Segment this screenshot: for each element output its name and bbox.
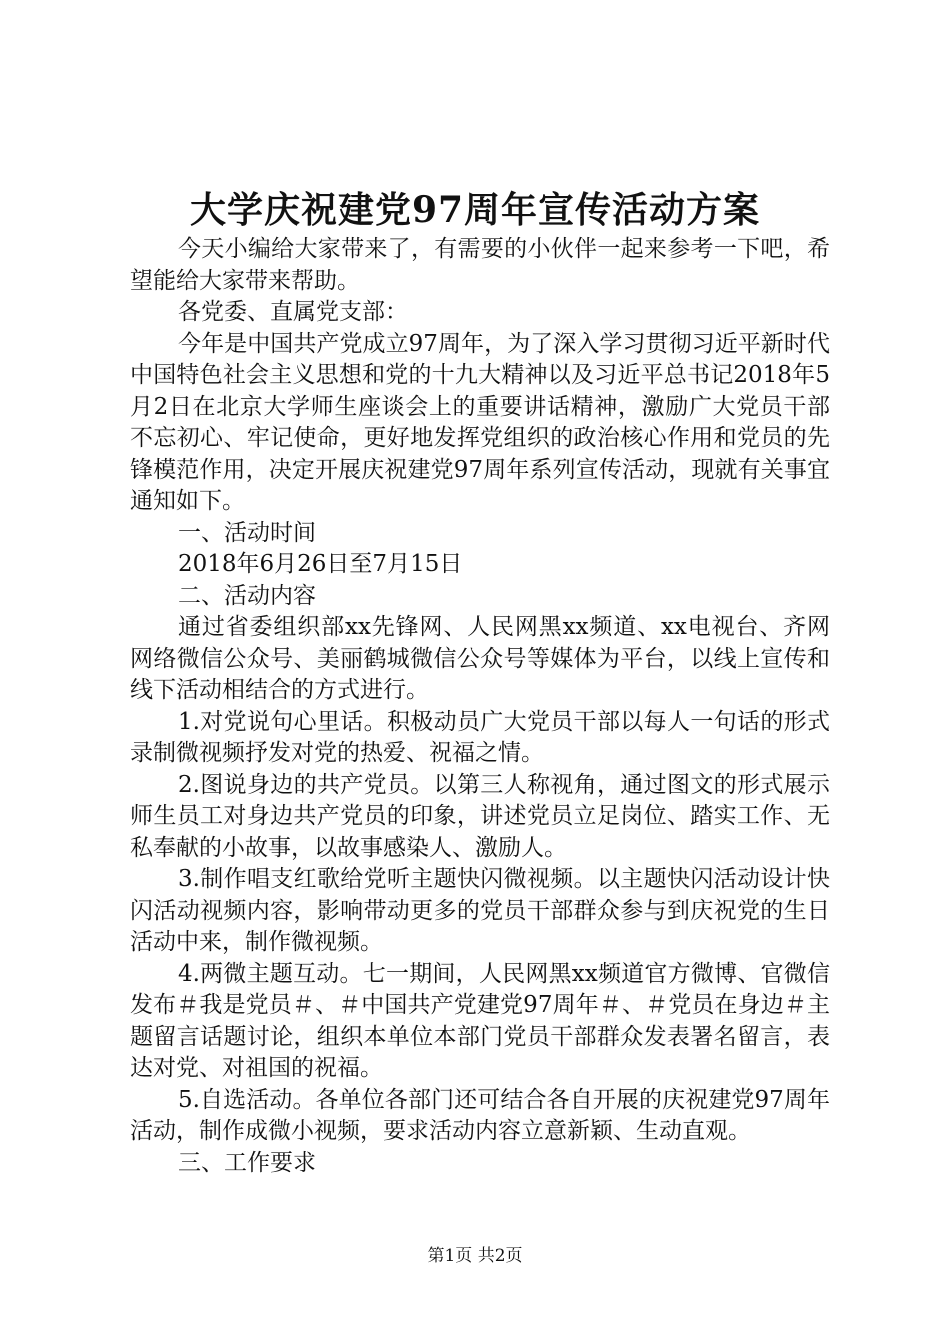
page-number: 第1页 共2页 <box>427 1246 523 1266</box>
list-item-activity-4: 4.两微主题互动。七一期间，人民网黑xx频道官方微博、官微信发布＃我是党员＃、＃中国共产党建党97周年＃、＃党员在身边＃主题留言话题讨论，组织本单位本部门党员干部群众发表署名留言，表达对党、对祖国的祝福。 <box>130 960 830 1081</box>
paragraph-background: 今年是中国共产党成立97周年，为了深入学习贯彻习近平新时代中国特色社会主义思想和党的十九大精神以及习近平总书记2018年5月2日在北京大学师生座谈会上的重要讲话精神，激励广大党员干部不忘初心、牢记使命，更好地发挥党组织的政治核心作用和党员的先锋模范作用，决定开展庆祝建党97周年系列宣传活动，现就有关事宜通知如下。 <box>130 330 830 514</box>
list-item-activity-5: 5.自选活动。各单位各部门还可结合各自开展的庆祝建党97周年活动，制作成微小视频，要求活动内容立意新颖、生动直观。 <box>130 1086 830 1144</box>
list-item-activity-3: 3.制作唱支红歌给党听主题快闪微视频。以主题快闪活动设计快闪活动视频内容，影响带动更多的党员干部群众参与到庆祝党的生日活动中来，制作微视频。 <box>130 866 830 955</box>
list-item-activity-1: 1.对党说句心里话。积极动员广大党员干部以每人一句话的形式录制微视频抒发对党的热爱、祝福之情。 <box>130 708 830 766</box>
paragraph-platforms: 通过省委组织部xx先锋网、人民网黑xx频道、xx电视台、齐网网络微信公众号、美丽鹤城微信公众号等媒体为平台，以线上宣传和线下活动相结合的方式进行。 <box>130 614 830 703</box>
paragraph-salutation: 各党委、直属党支部： <box>178 299 408 325</box>
document-body <box>130 234 830 1179</box>
section-heading-content: 二、活动内容 <box>178 582 316 609</box>
paragraph-intro: 今天小编给大家带来了，有需要的小伙伴一起来参考一下吧，希望能给大家带来帮助。 <box>130 236 830 294</box>
section-heading-time: 一、活动时间 <box>178 519 316 546</box>
list-item-activity-2: 2.图说身边的共产党员。以第三人称视角，通过图文的形式展示师生员工对身边共产党员的印象，讲述党员立足岗位、踏实工作、无私奉献的小故事，以故事感染人、激励人。 <box>130 771 830 861</box>
document-title: 大学庆祝建党97周年宣传活动方案 <box>189 189 761 231</box>
paragraph-dates: 2018年6月26日至7月15日 <box>178 551 463 577</box>
section-heading-requirements: 三、工作要求 <box>178 1149 316 1176</box>
